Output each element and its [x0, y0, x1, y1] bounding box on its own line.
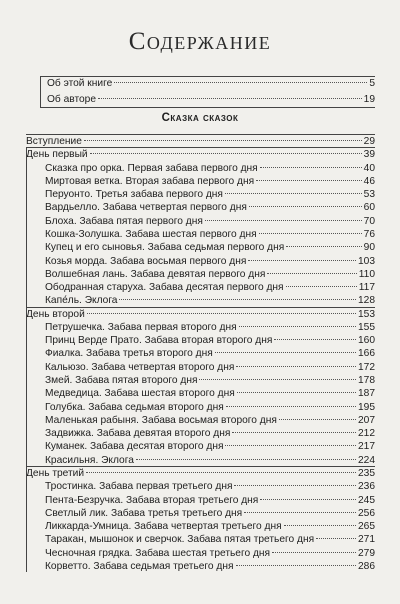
divider: [26, 134, 375, 135]
section-title: Сказка сказок: [161, 112, 239, 124]
toc-item-page-number: 245: [358, 494, 375, 506]
leader-dots: [239, 326, 356, 327]
toc-item-label: Пента-Безручка. Забава вторая третьего дня: [45, 494, 259, 506]
toc-item-label: Голубка. Забава седьмая второго дня: [45, 401, 224, 413]
toc-item-row: [45, 480, 375, 493]
front-item-row: [47, 93, 375, 106]
toc-item-label: Куманек. Забава десятая второго дня: [45, 441, 224, 453]
divider: [40, 76, 375, 77]
front-item-label: Об этой книге: [47, 78, 113, 89]
toc-item-row: [45, 361, 375, 374]
toc-item-page-number: 70: [363, 215, 375, 227]
toc-item-label: Ликкарда-Умница. Забава четвертая третьего дня: [45, 521, 282, 533]
toc-item-page-number: 155: [358, 321, 375, 333]
toc-item-label: Тростинка. Забава первая третьего дня: [45, 481, 233, 493]
toc-item-label: Миртовая ветка. Вторая забава первого дня: [45, 175, 255, 187]
leader-dots: [232, 432, 356, 433]
toc-item-row: [45, 294, 375, 307]
divider: [40, 76, 41, 107]
page-title: Содержание: [128, 28, 272, 55]
divider: [26, 466, 375, 467]
toc-section-page-number: 39: [363, 149, 375, 161]
toc-item-page-number: 279: [358, 547, 375, 559]
leader-dots: [236, 366, 356, 367]
toc-item-page-number: 224: [358, 454, 375, 466]
toc-item-page-number: 217: [358, 441, 375, 453]
toc-item-row: [45, 414, 375, 427]
leader-dots: [119, 299, 356, 300]
toc-item-page-number: 236: [358, 481, 375, 493]
toc-section-label: День первый: [26, 149, 88, 161]
toc-item-label: Перуонто. Третья забава первого дня: [45, 189, 223, 201]
toc-item-label: Принц Верде Прато. Забава вторая второго дня: [45, 335, 273, 347]
toc-item-row: [45, 162, 375, 175]
toc-item-label: Вардьелло. Забава четвертая первого дня: [45, 202, 247, 214]
divider: [26, 147, 375, 148]
leader-dots: [98, 98, 362, 99]
toc-item-label: Кальюзо. Забава четвертая второго дня: [45, 361, 235, 373]
leader-dots: [226, 406, 356, 407]
toc-item-label: Медведица. Забава шестая второго дня: [45, 388, 235, 400]
toc-item-page-number: 40: [363, 162, 375, 174]
toc-item-page-number: 110: [358, 268, 375, 280]
leader-dots: [244, 512, 356, 513]
toc-item-row: [45, 507, 375, 520]
front-item-page-number: 5: [369, 78, 375, 89]
toc-item-row: [45, 281, 375, 294]
toc-item-label: Сказка про орка. Первая забава первого дня: [45, 162, 258, 174]
toc-item-row: [45, 334, 375, 347]
toc-item-row: [45, 533, 375, 546]
toc-item-row: [45, 268, 375, 281]
toc-item-label: Чесночная грядка. Забава шестая третьего дня: [45, 547, 271, 559]
leader-dots: [236, 565, 357, 566]
toc-section-row: [26, 308, 375, 321]
leader-dots: [90, 153, 362, 154]
divider: [40, 107, 375, 108]
toc-item-page-number: 212: [358, 428, 375, 440]
toc-item-label: Красильня. Эклога: [45, 454, 134, 466]
toc-item-page-number: 46: [363, 175, 375, 187]
toc-item-page-number: 207: [358, 414, 375, 426]
leader-dots: [86, 472, 356, 473]
toc-item-page-number: 195: [358, 401, 375, 413]
toc-item-page-number: 128: [358, 295, 375, 307]
leader-dots: [272, 552, 356, 553]
toc-section-page-number: 29: [363, 136, 375, 147]
toc-section-row: [26, 135, 375, 148]
toc-item-page-number: 286: [358, 560, 375, 572]
toc-item-row: [45, 215, 375, 228]
divider: [26, 307, 27, 466]
leader-dots: [225, 445, 356, 446]
toc-item-row: [45, 347, 375, 360]
toc-item-label: Петрушечка. Забава первая второго дня: [45, 321, 237, 333]
toc-item-label: Ободранная старуха. Забава десятая первого дня: [45, 282, 284, 294]
leader-dots: [279, 419, 356, 420]
toc-item-label: Маленькая рабыня. Забава восьмая второго дня: [45, 414, 277, 426]
toc-item-row: [45, 440, 375, 453]
toc-item-row: [45, 321, 375, 334]
front-item-page-number: 19: [363, 93, 375, 105]
toc-section-label: День третий: [26, 468, 85, 479]
toc-item-label: Капе́ль. Эклога: [45, 295, 118, 307]
toc-item-page-number: 103: [358, 255, 375, 267]
toc-item-row: [45, 228, 375, 241]
toc-item-label: Задвижка. Забава девятая второго дня: [45, 428, 231, 440]
leader-dots: [260, 167, 362, 168]
leader-dots: [225, 193, 362, 194]
toc-item-label: Таракан, мышонок и сверчок. Забава пятая третьего дня: [45, 534, 315, 546]
toc-item-row: [45, 241, 375, 254]
toc-item-page-number: 60: [363, 202, 375, 214]
toc-item-row: [45, 188, 375, 201]
toc-section-label: Вступление: [26, 136, 82, 147]
toc-item-label: Козья морда. Забава восьмая первого дня: [45, 255, 247, 267]
toc-item-page-number: 271: [358, 534, 375, 546]
leader-dots: [316, 538, 356, 539]
toc-section-row: [26, 148, 375, 161]
leader-dots: [199, 379, 356, 380]
divider: [26, 307, 375, 308]
leader-dots: [237, 392, 356, 393]
toc-item-page-number: 187: [358, 388, 375, 400]
toc-item-row: [45, 520, 375, 533]
leader-dots: [256, 180, 362, 181]
toc-item-label: Корветто. Забава седьмая третьего дня: [45, 560, 234, 572]
front-item-row: [47, 77, 375, 90]
toc-item-page-number: 76: [363, 228, 375, 240]
toc-item-row: [45, 255, 375, 268]
leader-dots: [286, 246, 361, 247]
toc-section-label: День второй: [26, 308, 85, 320]
toc-item-row: [45, 387, 375, 400]
toc-section-row: [26, 467, 375, 480]
leader-dots: [234, 485, 356, 486]
toc-section-page-number: 153: [358, 308, 375, 320]
toc-item-page-number: 160: [358, 335, 375, 347]
toc-item-row: [45, 454, 375, 467]
toc-item-page-number: 256: [358, 507, 375, 519]
toc-item-label: Кошка-Золушка. Забава шестая первого дня: [45, 228, 257, 240]
toc-item-label: Блоха. Забава пятая первого дня: [45, 215, 203, 227]
toc-item-page-number: 178: [358, 375, 375, 387]
toc-item-page-number: 90: [363, 242, 375, 254]
leader-dots: [267, 273, 356, 274]
divider: [26, 147, 27, 306]
leader-dots: [84, 140, 362, 141]
toc-item-page-number: 117: [358, 282, 375, 294]
leader-dots: [136, 459, 356, 460]
toc-item-row: [45, 201, 375, 214]
divider: [26, 466, 27, 572]
leader-dots: [114, 82, 367, 83]
toc-item-row: [45, 401, 375, 414]
leader-dots: [286, 286, 357, 287]
leader-dots: [260, 499, 356, 500]
toc-item-row: [45, 175, 375, 188]
toc-item-row: [45, 427, 375, 440]
toc-item-label: Купец и его сыновья. Забава седьмая первого дня: [45, 242, 285, 254]
leader-dots: [249, 206, 362, 207]
leader-dots: [205, 220, 362, 221]
toc-item-page-number: 166: [358, 348, 375, 360]
toc-section-page-number: 235: [358, 468, 375, 479]
toc-item-page-number: 265: [358, 521, 375, 533]
leader-dots: [274, 339, 356, 340]
toc-item-row: [45, 494, 375, 507]
toc-item-row: [45, 374, 375, 387]
toc-item-page-number: 172: [358, 361, 375, 373]
toc-item-label: Волшебная лань. Забава девятая первого дня: [45, 268, 266, 280]
toc-item-label: Змей. Забава пятая второго дня: [45, 375, 198, 387]
leader-dots: [259, 233, 362, 234]
toc-item-label: Светлый лик. Забава третья третьего дня: [45, 507, 243, 519]
leader-dots: [248, 260, 356, 261]
toc-item-label: Фиалка. Забава третья второго дня: [45, 348, 213, 360]
leader-dots: [87, 313, 356, 314]
leader-dots: [284, 525, 356, 526]
toc-item-row: [45, 547, 375, 560]
leader-dots: [215, 352, 356, 353]
toc-item-row: [45, 560, 375, 573]
toc-item-page-number: 53: [363, 189, 375, 201]
front-item-label: Об авторе: [47, 93, 96, 105]
